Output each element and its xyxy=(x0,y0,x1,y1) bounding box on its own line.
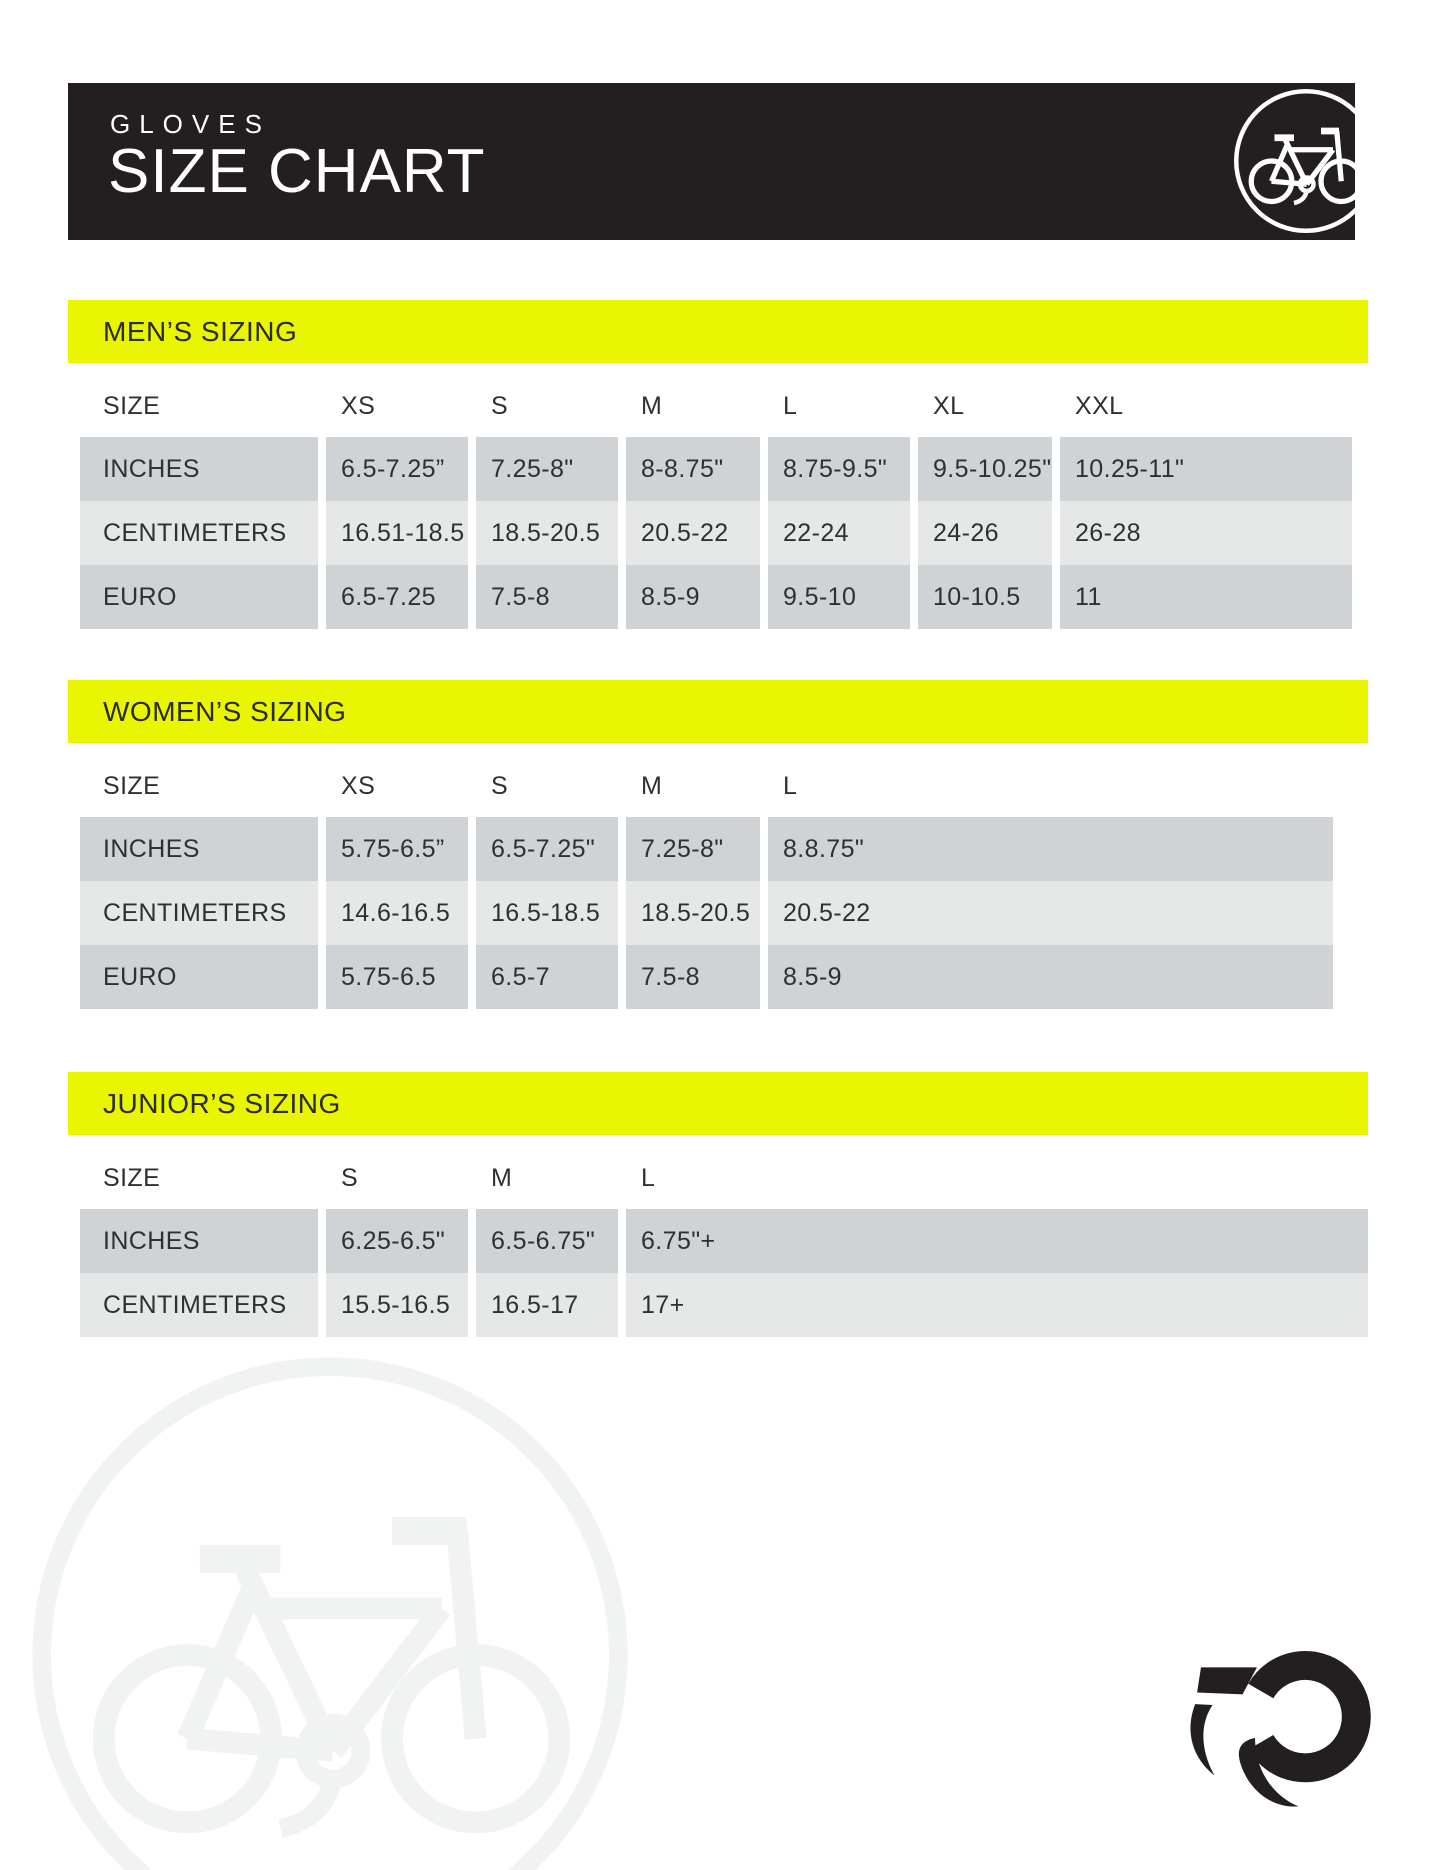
header-category-label: GLOVES xyxy=(110,109,271,139)
table-cell: 18.5-20.5 xyxy=(476,501,618,565)
table-cell: 7.5-8 xyxy=(626,945,760,1009)
column-header-l: L xyxy=(768,375,910,437)
table-cell: 6.5-7.25” xyxy=(326,437,468,501)
table-cell: 6.25-6.5" xyxy=(326,1209,468,1273)
mens-sizing-section xyxy=(68,300,1368,629)
table-cell: 22-24 xyxy=(768,501,910,565)
column-header-l: L xyxy=(626,1147,1368,1209)
page-title: SIZE CHART xyxy=(108,137,486,206)
column-header-m: M xyxy=(626,755,760,817)
column-header-s: S xyxy=(326,1147,468,1209)
juniors-section-title: JUNIOR’S SIZING xyxy=(103,1087,341,1119)
table-cell: 6.5-7 xyxy=(476,945,618,1009)
row-label-centimeters: CENTIMETERS xyxy=(80,501,318,565)
table-cell: 8.5-9 xyxy=(626,565,760,629)
row-label-inches: INCHES xyxy=(80,437,318,501)
column-header-size: SIZE xyxy=(80,755,318,817)
table-cell: 20.5-22 xyxy=(626,501,760,565)
table-cell: 9.5-10.25" xyxy=(918,437,1052,501)
table-cell: 5.75-6.5 xyxy=(326,945,468,1009)
table-cell: 9.5-10 xyxy=(768,565,910,629)
bike-in-circle-icon xyxy=(1231,86,1355,236)
row-label-euro: EURO xyxy=(80,945,318,1009)
juniors-sizing-section xyxy=(68,1072,1368,1337)
table-cell: 6.5-7.25 xyxy=(326,565,468,629)
table-cell: 17+ xyxy=(626,1273,1368,1337)
table-cell: 8.75-9.5" xyxy=(768,437,910,501)
table-cell: 14.6-16.5 xyxy=(326,881,468,945)
column-header-l: L xyxy=(768,755,1333,817)
table-cell: 10.25-11" xyxy=(1060,437,1352,501)
content-column xyxy=(68,0,1368,1337)
column-header-m: M xyxy=(476,1147,618,1209)
table-cell: 8.5-9 xyxy=(768,945,1333,1009)
table-cell: 5.75-6.5” xyxy=(326,817,468,881)
bike-watermark-icon xyxy=(20,1345,640,1870)
womens-size-table xyxy=(80,755,1368,1009)
table-cell: 11 xyxy=(1060,565,1352,629)
womens-sizing-section xyxy=(68,680,1368,1009)
table-cell: 15.5-16.5 xyxy=(326,1273,468,1337)
pearl-izumi-logo-icon xyxy=(1185,1650,1383,1818)
table-cell: 7.5-8 xyxy=(476,565,618,629)
table-cell: 8.8.75" xyxy=(768,817,1333,881)
mens-section-title: MEN’S SIZING xyxy=(103,315,298,347)
column-header-xs: XS xyxy=(326,755,468,817)
column-header-s: S xyxy=(476,755,618,817)
table-cell: 6.5-7.25" xyxy=(476,817,618,881)
table-cell: 16.51-18.5 xyxy=(326,501,468,565)
mens-size-table xyxy=(80,375,1368,629)
table-cell: 8-8.75" xyxy=(626,437,760,501)
womens-section-title: WOMEN’S SIZING xyxy=(103,695,347,727)
column-header-s: S xyxy=(476,375,618,437)
table-cell: 7.25-8" xyxy=(476,437,618,501)
table-cell: 6.75"+ xyxy=(626,1209,1368,1273)
mens-section-title-bar xyxy=(68,300,1368,363)
table-cell: 18.5-20.5 xyxy=(626,881,760,945)
column-header-xxl: XXL xyxy=(1060,375,1352,437)
table-cell: 16.5-18.5 xyxy=(476,881,618,945)
table-cell: 10-10.5 xyxy=(918,565,1052,629)
table-cell: 24-26 xyxy=(918,501,1052,565)
column-header-xs: XS xyxy=(326,375,468,437)
table-cell: 6.5-6.75" xyxy=(476,1209,618,1273)
row-label-centimeters: CENTIMETERS xyxy=(80,881,318,945)
row-label-centimeters: CENTIMETERS xyxy=(80,1273,318,1337)
column-header-size: SIZE xyxy=(80,1147,318,1209)
juniors-section-title-bar xyxy=(68,1072,1368,1135)
column-header-xl: XL xyxy=(918,375,1052,437)
column-header-m: M xyxy=(626,375,760,437)
table-cell: 16.5-17 xyxy=(476,1273,618,1337)
table-cell: 20.5-22 xyxy=(768,881,1333,945)
juniors-size-table xyxy=(80,1147,1368,1337)
page-header xyxy=(68,83,1355,240)
table-cell: 26-28 xyxy=(1060,501,1352,565)
row-label-inches: INCHES xyxy=(80,817,318,881)
womens-section-title-bar xyxy=(68,680,1368,743)
column-header-size: SIZE xyxy=(80,375,318,437)
table-cell: 7.25-8" xyxy=(626,817,760,881)
row-label-inches: INCHES xyxy=(80,1209,318,1273)
row-label-euro: EURO xyxy=(80,565,318,629)
